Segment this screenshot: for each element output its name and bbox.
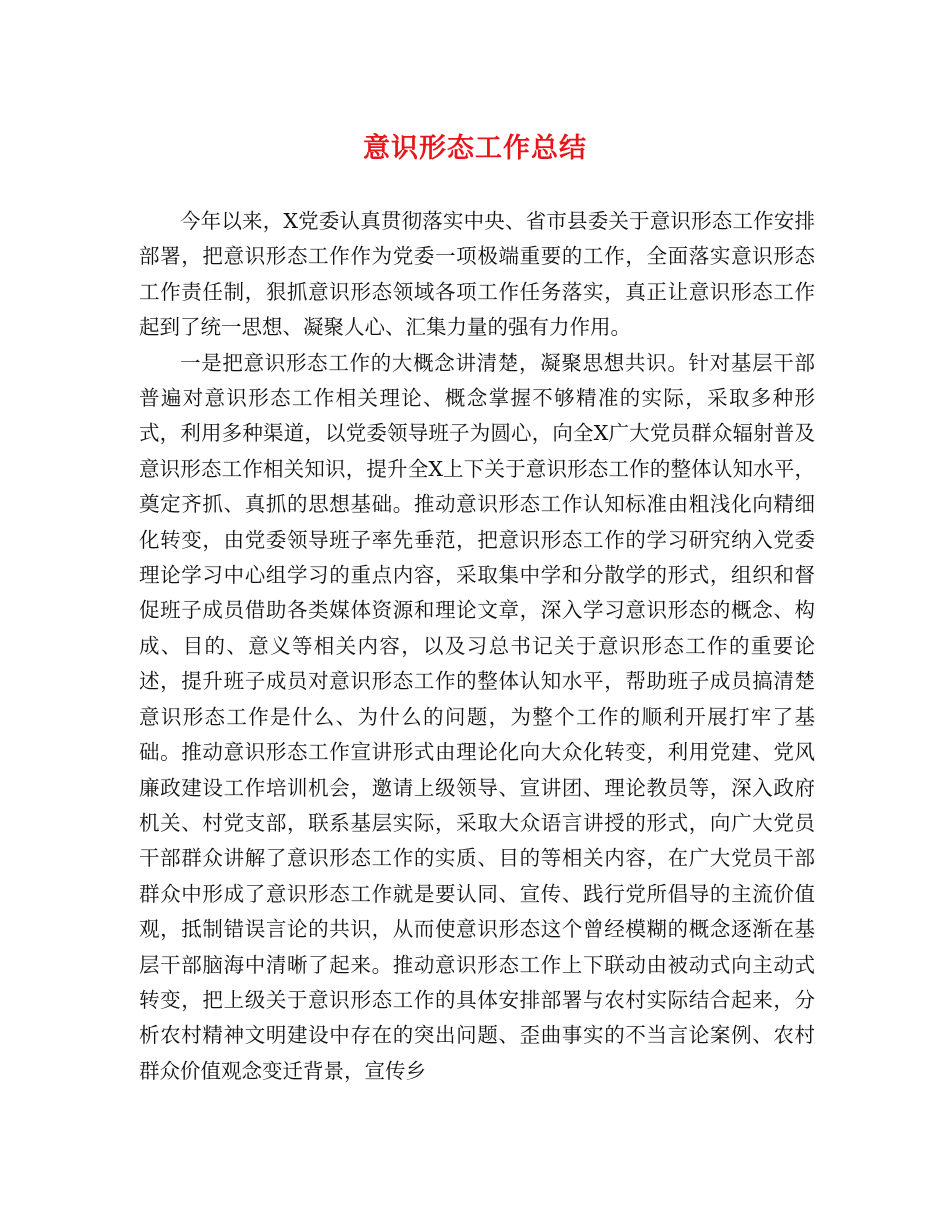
paragraph-point-one: 一是把意识形态工作的大概念讲清楚，凝聚思想共识。针对基层干部普遍对意识形态工作相关理论、概念掌握不够精准的实际，采取多种形式，利用多种渠道，以党委领导班子为圆心，向全X广大党员群众辐射普及意识形态工作相关知识，提升全X上下关于意识形态工作的整体认知水平，奠定齐抓、真抓的思想基础。推动意识形态工作认知标准由粗浅化向精细化转变，由党委领导班子率先垂范，把意识形态工作的学习研究纳入党委理论学习中心组学习的重点内容，采取集中学和分散学的形式，组织和督促班子成员借助各类媒体资源和理论文章，深入学习意识形态的概念、构成、目的、意义等相关内容，以及习总书记关于意识形态工作的重要论述，提升班子成员对意识形态工作的整体认知水平，帮助班子成员搞清楚意识形态工作是什么、为什么的问题，为整个工作的顺利开展打牢了基础。推动意识形态工作宣讲形式由理论化向大众化转变，利用党建、党风廉政建设工作培训机会，邀请上级领导、宣讲团、理论教员等，深入政府机关、村党支部，联系基层实际，采取大众语言讲授的形式，向广大党员干部群众讲解了意识形态工作的实质、目的等相关内容，在广大党员干部群众中形成了意识形态工作就是要认同、宣传、践行党所倡导的主流价值观，抵制错误言论的共识，从而使意识形态这个曾经模糊的概念逐渐在基层干部脑海中清晰了起来。推动意识形态工作上下联动由被动式向主动式转变，把上级关于意识形态工作的具体安排部署与农村实际结合起来，分析农村精神文明建设中存在的突出问题、歪曲事实的不当言论案例、农村群众价值观念变迁背景，宣传乡	[139, 350, 815, 1083]
document-title: 意识形态工作总结	[363, 133, 587, 164]
document-body	[139, 204, 815, 1089]
paragraph-intro: 今年以来，X党委认真贯彻落实中央、省市县委关于意识形态工作安排部署，把意识形态工作作为党委一项极端重要的工作，全面落实意识形态工作责任制，狠抓意识形态领域各项工作任务落实，真正让意识形态工作起到了统一思想、凝聚人心、汇集力量的强有力作用。	[139, 209, 815, 340]
